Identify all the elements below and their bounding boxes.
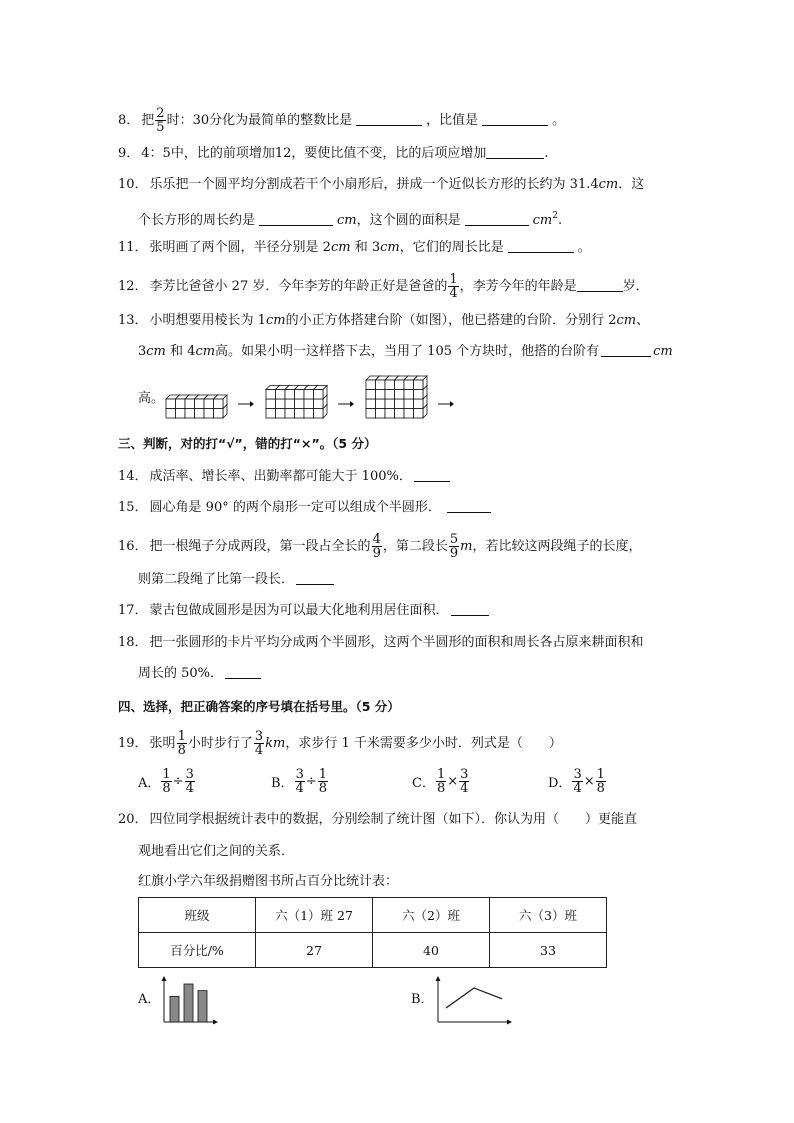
numerator: 3 bbox=[295, 767, 304, 782]
fraction bbox=[572, 768, 582, 795]
option-b[interactable] bbox=[271, 768, 329, 795]
bar bbox=[170, 996, 179, 1022]
option-c[interactable] bbox=[412, 768, 470, 795]
arrow-right-icon bbox=[338, 401, 354, 407]
axis-arrow-icon bbox=[162, 976, 167, 981]
answer-blank[interactable] bbox=[482, 111, 548, 126]
question-9: 9． 4：5中，比的前项增加12，要使比值不变，比的后项应增加 . bbox=[118, 146, 549, 161]
question-13: 13． 小明想要用棱长为 1cm的小正方体搭建台阶（如图），他已搭建的台阶．分别行 2cm、 bbox=[118, 313, 650, 328]
question-16-line-2: 则第二段绳了比第一段长． bbox=[138, 570, 338, 590]
operator: × bbox=[583, 774, 595, 789]
numerator: 1 bbox=[162, 767, 171, 782]
table-header-row bbox=[139, 898, 607, 933]
axis-arrow-icon bbox=[507, 1020, 512, 1025]
table-row-label: 百分比/% bbox=[139, 933, 256, 968]
chart-option-a-label[interactable]: A． bbox=[138, 992, 161, 1007]
fraction: $\frac{4}{9}$ bbox=[372, 532, 381, 561]
denominator: 4 bbox=[460, 781, 469, 796]
stair-step-4 bbox=[366, 376, 427, 418]
bar bbox=[184, 984, 193, 1022]
section-3-heading: 三、判断，对的打“√”，错的打“×”。（5 分） bbox=[118, 436, 377, 451]
fraction: $\frac{2}{5}$ bbox=[156, 106, 165, 135]
staircase-figure bbox=[164, 368, 464, 420]
denominator: 8 bbox=[318, 781, 328, 796]
fraction: $\frac{3}{4}$ bbox=[254, 729, 264, 758]
question-12: 12． 李芳比爸爸小 27 岁．今年李芳的年龄正好是爸爸的 $\frac{1}{4}$ ，李芳今年的年龄是 岁． bbox=[118, 272, 649, 301]
question-16: 16． 把一根绳子分成两段，第一段占全长的 $\frac{4}{9}$ ，第二段长 $\frac{5}{9}$ m，若比较这两段绳子的长度， bbox=[118, 532, 642, 561]
operator: ÷ bbox=[305, 774, 317, 789]
table-header-cell: 班级 bbox=[139, 898, 256, 933]
denominator: 8 bbox=[436, 781, 446, 796]
operator: × bbox=[447, 774, 459, 789]
answer-blank[interactable] bbox=[465, 211, 529, 226]
numerator: 3 bbox=[460, 767, 469, 782]
numerator: 1 bbox=[596, 767, 605, 782]
answer-blank[interactable] bbox=[259, 211, 333, 226]
fraction: $\frac{1}{4}$ bbox=[449, 272, 458, 301]
table-header-cell: 六（2）班 bbox=[373, 898, 490, 933]
answer-blank[interactable] bbox=[414, 467, 450, 482]
table-title: 红旗小学六年级捐赠图书所占百分比统计表： bbox=[138, 874, 399, 889]
fraction bbox=[185, 768, 195, 795]
answer-blank[interactable] bbox=[356, 111, 422, 126]
question-19-options bbox=[138, 768, 658, 808]
answer-blank[interactable] bbox=[225, 664, 261, 679]
bar bbox=[198, 991, 207, 1022]
fraction: $\frac{5}{9}$ bbox=[449, 532, 459, 561]
chart-option-b-label[interactable]: B． bbox=[411, 992, 434, 1007]
question-11: 11． 张明画了两个圆，半径分别是 2cm 和 3cm，它们的周长比是 。 bbox=[118, 240, 591, 255]
arrow-right-icon bbox=[438, 401, 454, 407]
question-10-line-2: 个长方形的周长约是 cm，这个圆的面积是 $cm^2$. bbox=[138, 211, 563, 228]
arrow-right-icon bbox=[238, 401, 254, 407]
numerator: 1 bbox=[318, 767, 328, 782]
numerator: 3 bbox=[185, 767, 194, 782]
statistics-table bbox=[138, 897, 607, 968]
answer-blank[interactable] bbox=[451, 601, 489, 616]
table-header-cell: 六（3）班 bbox=[490, 898, 607, 933]
denominator: 4 bbox=[573, 781, 582, 796]
table-row bbox=[139, 933, 607, 968]
operator: ÷ bbox=[172, 774, 184, 789]
line-chart-option-b bbox=[434, 974, 516, 1028]
stair-step-3 bbox=[266, 386, 327, 419]
fraction: $\frac{1}{8}$ bbox=[177, 729, 186, 758]
fraction bbox=[295, 768, 305, 795]
series-line bbox=[446, 988, 502, 1008]
fraction bbox=[459, 768, 469, 795]
option-a[interactable] bbox=[138, 768, 196, 795]
answer-blank[interactable] bbox=[508, 238, 574, 253]
question-17: 17． 蒙古包做成圆形是因为可以最大化地利用居住面积． bbox=[118, 601, 493, 621]
section-4-heading: 四、选择，把正确答案的序号填在括号里。（5 分） bbox=[118, 699, 400, 714]
table-header-cell: 六（1）班 27 bbox=[256, 898, 373, 933]
table-cell: 27 bbox=[256, 933, 373, 968]
fraction bbox=[318, 768, 328, 795]
question-18: 18． 把一张圆形的卡片平均分成两个半圆形，这两个半圆形的面积和周长各占原来耕面积和 bbox=[118, 635, 644, 650]
question-15: 15． 圆心角是 90° 的两个扇形一定可以组成个半圆形． bbox=[118, 498, 495, 518]
denominator: 8 bbox=[162, 781, 171, 796]
answer-blank[interactable] bbox=[447, 498, 491, 513]
option-label: D． bbox=[548, 776, 572, 791]
axis-arrow-icon bbox=[436, 976, 441, 981]
answer-blank[interactable] bbox=[296, 570, 334, 585]
numerator: 3 bbox=[573, 767, 582, 782]
table-cell: 40 bbox=[373, 933, 490, 968]
question-20-line-2: 观地看出它们之间的关系． bbox=[138, 844, 295, 859]
question-20: 20． 四位同学根据统计表中的数据，分别绘制了统计图（如下）．你认为用（ ）更能直 bbox=[118, 812, 638, 827]
table-cell: 33 bbox=[490, 933, 607, 968]
answer-blank[interactable] bbox=[601, 342, 651, 357]
question-13-line-2: 3cm 和 4cm高。如果小明一这样搭下去，当用了 105 个方块时，他搭的台阶有 cm bbox=[138, 344, 673, 359]
denominator: 8 bbox=[596, 781, 605, 796]
stair-step-2 bbox=[166, 395, 227, 418]
denominator: 4 bbox=[185, 781, 194, 796]
answer-blank[interactable] bbox=[577, 277, 623, 292]
question-10: 10． 乐乐把一个圆平均分割成若干个小扇形后，拼成一个近似长方形的长约为 31.4cm．这 bbox=[118, 177, 645, 192]
numerator: 1 bbox=[436, 767, 446, 782]
option-label: C． bbox=[412, 776, 435, 791]
option-d[interactable] bbox=[548, 768, 607, 795]
fraction bbox=[161, 768, 171, 795]
bar-chart-option-a bbox=[160, 974, 222, 1028]
option-label: A． bbox=[138, 776, 161, 791]
answer-blank[interactable] bbox=[486, 144, 544, 159]
question-13-line-3: 高。 bbox=[138, 391, 165, 406]
question-8: 8． 把 $\frac{2}{5}$ 时：30分化为最简单的整数比是 ，比值是 。 bbox=[118, 106, 566, 135]
fraction bbox=[596, 768, 606, 795]
option-label: B． bbox=[271, 776, 294, 791]
question-18-line-2: 周长的 50%． bbox=[138, 664, 265, 684]
axis-arrow-icon bbox=[213, 1020, 218, 1025]
question-19: 19． 张明 $\frac{1}{8}$ 小时步行了 $\frac{3}{4}$ km，求步行 1 千米需要多少小时．列式是（ ） bbox=[118, 729, 562, 758]
fraction bbox=[436, 768, 446, 795]
question-14: 14． 成活率、增长率、出勤率都可能大于 100%． bbox=[118, 467, 454, 487]
denominator: 4 bbox=[295, 781, 304, 796]
